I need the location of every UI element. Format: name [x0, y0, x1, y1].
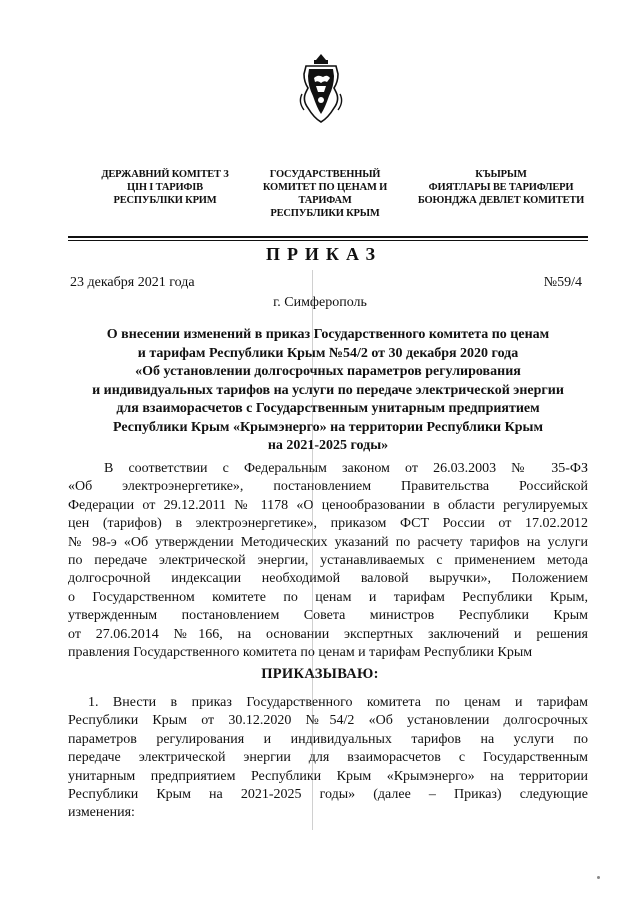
document-city: г. Симферополь [273, 295, 367, 310]
header-line: ГОСУДАРСТВЕННЫЙ [269, 169, 381, 180]
header-divider-thin [68, 240, 588, 241]
paragraph-line: долгосрочной индексации необходимой валовой выручки», Положением [68, 571, 588, 587]
paragraph-line: Федерации от 29.12.2011 № 1178 «О ценообразовании в области регулируемых [68, 497, 588, 513]
paragraph-line: № 98-э «Об утверждении Методических указаний по расчету тарифов на услуги [68, 534, 588, 550]
paragraph-line: правления Государственного комитета по ценам и тарифам Республики Крым [68, 645, 533, 661]
decree-heading: ПРИКАЗЫВАЮ: [261, 666, 379, 682]
paragraph-line: «Об электроэнергетике», постановлением Правительства Российской [68, 479, 588, 495]
preamble-paragraph [68, 460, 588, 662]
header-line: ЦІН І ТАРИФІВ [127, 182, 203, 193]
header-line: ТАРИФАМ [298, 195, 352, 206]
paragraph-line: Республики Крым от 30.12.2020 №54/2 «Об установлении долгосрочных [68, 713, 588, 729]
header-line: ДЕРЖАВНИЙ КОМІТЕТ З [101, 169, 229, 180]
document-number: №59/4 [543, 275, 582, 290]
header-line: КЪЫРЫМ [475, 169, 527, 180]
scan-artifact-dot [597, 876, 600, 879]
paragraph-line: изменения: [68, 805, 135, 821]
paragraph-line: унитарным предприятием Республики Крым «Крымэнерго» на территории [68, 768, 588, 784]
coat-of-arms-icon [296, 52, 346, 124]
header-divider [68, 236, 588, 238]
paragraph-line: о Государственном комитете по ценам и тарифам Республики Крым, [68, 589, 588, 605]
header-crimean-tatar [412, 168, 590, 207]
paragraph-line: параметров регулирования и индивидуальных тарифов на услуги по [68, 731, 588, 747]
paragraph-line: Республики Крым на 2021-2025 годы» (далее – Приказ) следующие [68, 787, 588, 803]
header-russian [250, 168, 400, 220]
paragraph-line: 1. Внести в приказ Государственного комитета по ценам и тарифам [88, 695, 588, 710]
header-line: ФИЯТЛАРЫ ВЕ ТАРИФЛЕРИ [428, 182, 574, 193]
item-1-paragraph [68, 694, 588, 823]
heading-line: для взаиморасчетов с Государственным унитарным предприятием [116, 401, 540, 416]
document-heading [68, 326, 588, 456]
heading-line: Республики Крым «Крымэнерго» на территории Республики Крым [112, 419, 544, 435]
header-line: КОМИТЕТ ПО ЦЕНАМ И [262, 182, 388, 193]
document-title: ПРИКАЗ [265, 244, 383, 264]
paragraph-line: от 27.06.2014 №166, на основании экспертных заключений и решения [68, 626, 588, 642]
paragraph-line: по передаче электрической энергии, устанавливаемых с применением метода [68, 553, 588, 569]
header-line: РЕСПУБЛИКИ КРЫМ [270, 208, 380, 219]
paragraph-line: цен (тарифов) в электроэнергетике», приказом ФСТ России от 17.02.2012 [68, 516, 588, 532]
header-line: БОЮНДЖА ДЕВЛЕТ КОМИТЕТИ [417, 195, 585, 206]
paragraph-line: В соответствии с Федеральным законом от 26.03.2003 № 35-ФЗ [104, 461, 588, 476]
heading-line: О внесении изменений в приказ Государственного комитета по ценам [106, 327, 550, 342]
heading-line: на 2021-2025 годы» [267, 438, 389, 453]
heading-line: и тарифам Республики Крым №54/2 от 30 декабря 2020 года [137, 345, 519, 361]
document-date: 23 декабря 2021 года [70, 275, 195, 290]
paragraph-line: утвержденным постановлением Совета министров Республики Крым [68, 608, 588, 624]
header-ukrainian [80, 168, 250, 207]
paragraph-line: передаче электрической энергии для взаиморасчетов с Государственным [68, 750, 588, 766]
heading-line: «Об установлении долгосрочных параметров регулирования [135, 364, 521, 379]
heading-line: и индивидуальных тарифов на услуги по передаче электрической энергии [92, 382, 564, 398]
header-line: РЕСПУБЛІКИ КРИМ [113, 195, 217, 206]
scan-artifact-line [312, 270, 313, 830]
